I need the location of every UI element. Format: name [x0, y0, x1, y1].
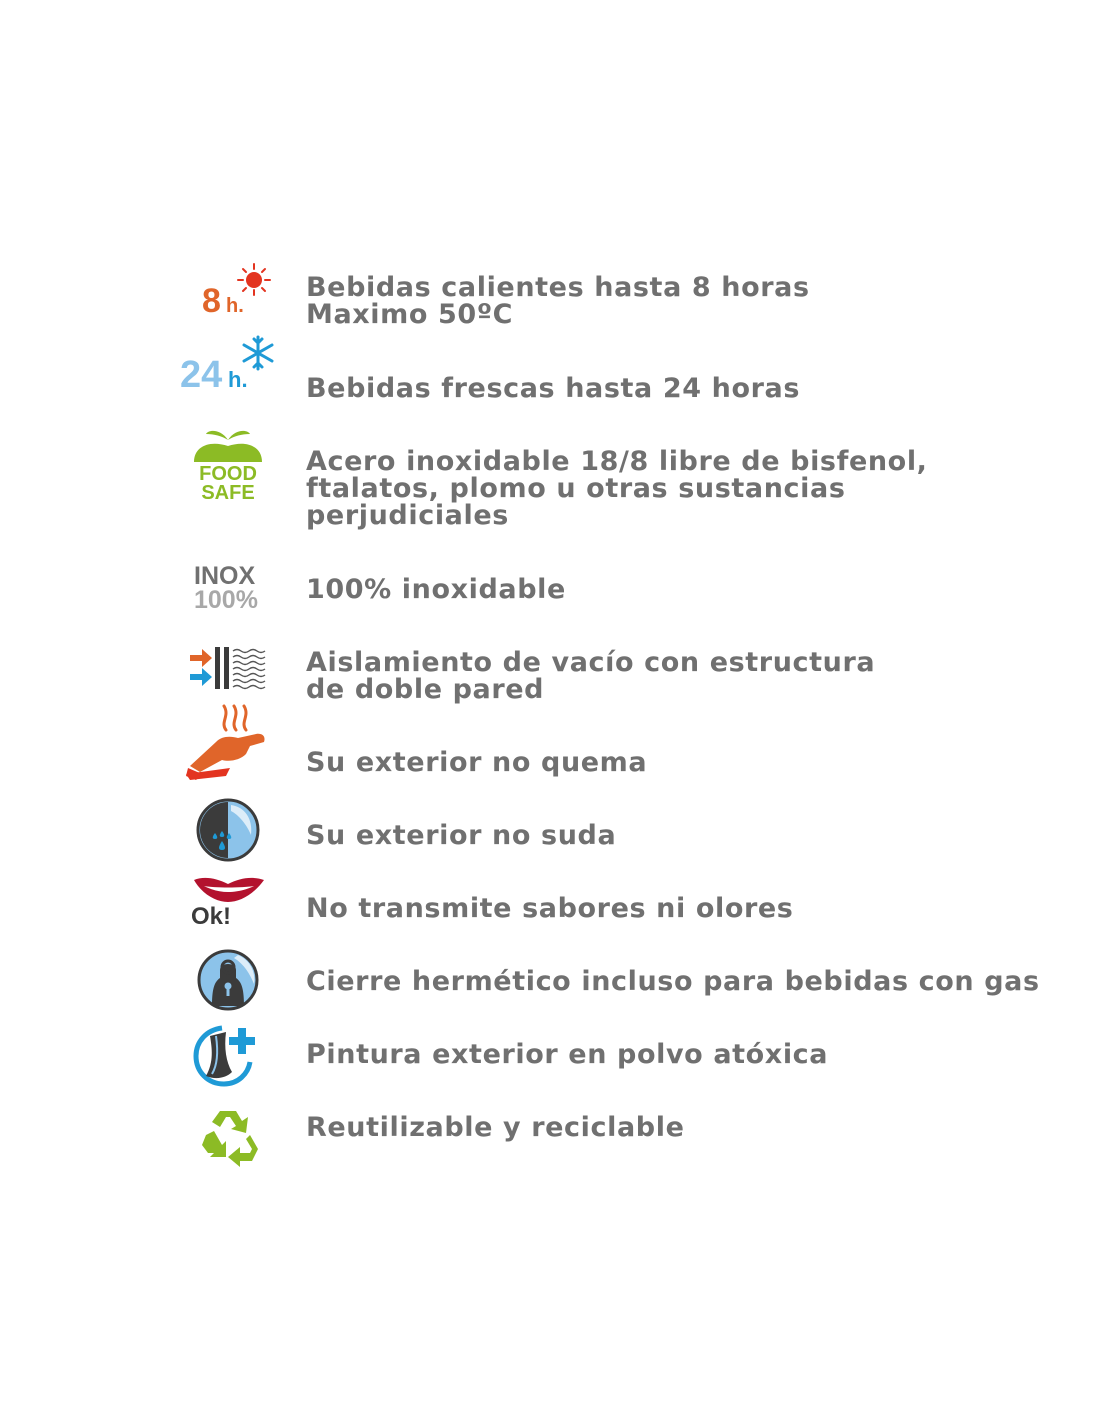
feature-line: Su exterior no quema — [306, 747, 648, 778]
feature-line: ftalatos, plomo u otras sustancias — [306, 473, 846, 504]
feature-line: de doble pared — [306, 674, 545, 705]
feature-line: perjudiciales — [306, 500, 509, 531]
svg-text:Ok!: Ok! — [191, 903, 232, 928]
feature-line: Bebidas frescas hasta 24 horas — [306, 373, 801, 404]
recycle-icon — [198, 1105, 260, 1167]
feature-no-burn-text — [306, 749, 647, 776]
snowflake-24h-icon — [178, 333, 280, 393]
svg-text:h.: h. — [226, 295, 244, 317]
hand-no-burn-icon — [186, 702, 272, 780]
feature-cold-drinks-text — [306, 375, 800, 402]
double-wall-insulation-icon — [188, 645, 270, 691]
feature-line: Bebidas calientes hasta 8 horas — [306, 272, 810, 303]
feature-no-sweat-text — [306, 822, 616, 849]
feature-hermetic-seal-text — [306, 968, 1040, 995]
non-toxic-paint-icon — [192, 1024, 260, 1088]
svg-text:SAFE: SAFE — [201, 482, 255, 504]
svg-text:100%: 100% — [194, 586, 258, 614]
hermetic-lock-icon — [196, 948, 262, 1014]
feature-stainless-bpa-free-text — [306, 448, 928, 529]
feature-no-flavor-transfer-text — [306, 895, 793, 922]
feature-line: Pintura exterior en polvo atóxica — [306, 1039, 829, 1070]
svg-text:INOX: INOX — [194, 562, 256, 590]
feature-line: Cierre hermético incluso para bebidas con gas — [306, 966, 1040, 997]
feature-vacuum-insulation-text — [306, 649, 875, 703]
feature-line: No transmite sabores ni olores — [306, 893, 794, 924]
feature-line: 100% inoxidable — [306, 574, 566, 605]
feature-line: Aislamiento de vacío con estructura — [306, 647, 876, 678]
svg-text:h.: h. — [228, 367, 248, 392]
food-safe-apple-icon — [190, 428, 266, 504]
feature-100-stainless-text — [306, 576, 566, 603]
feature-line: Su exterior no suda — [306, 820, 617, 851]
feature-hot-drinks-text — [306, 274, 810, 328]
feature-line: Acero inoxidable 18/8 libre de bisfenol, — [306, 446, 928, 477]
no-sweat-drops-icon — [195, 797, 261, 863]
feature-reusable-recyclable-text — [306, 1114, 685, 1141]
lips-ok-icon — [190, 876, 268, 928]
svg-text:24: 24 — [180, 354, 223, 393]
sun-8h-icon — [196, 260, 276, 320]
feature-line: Reutilizable y reciclable — [306, 1112, 685, 1143]
inox-100-icon — [192, 560, 268, 614]
svg-text:FOOD: FOOD — [199, 463, 257, 485]
svg-text:8: 8 — [202, 282, 221, 320]
feature-non-toxic-paint-text — [306, 1041, 828, 1068]
feature-line: Maximo 50ºC — [306, 299, 514, 330]
